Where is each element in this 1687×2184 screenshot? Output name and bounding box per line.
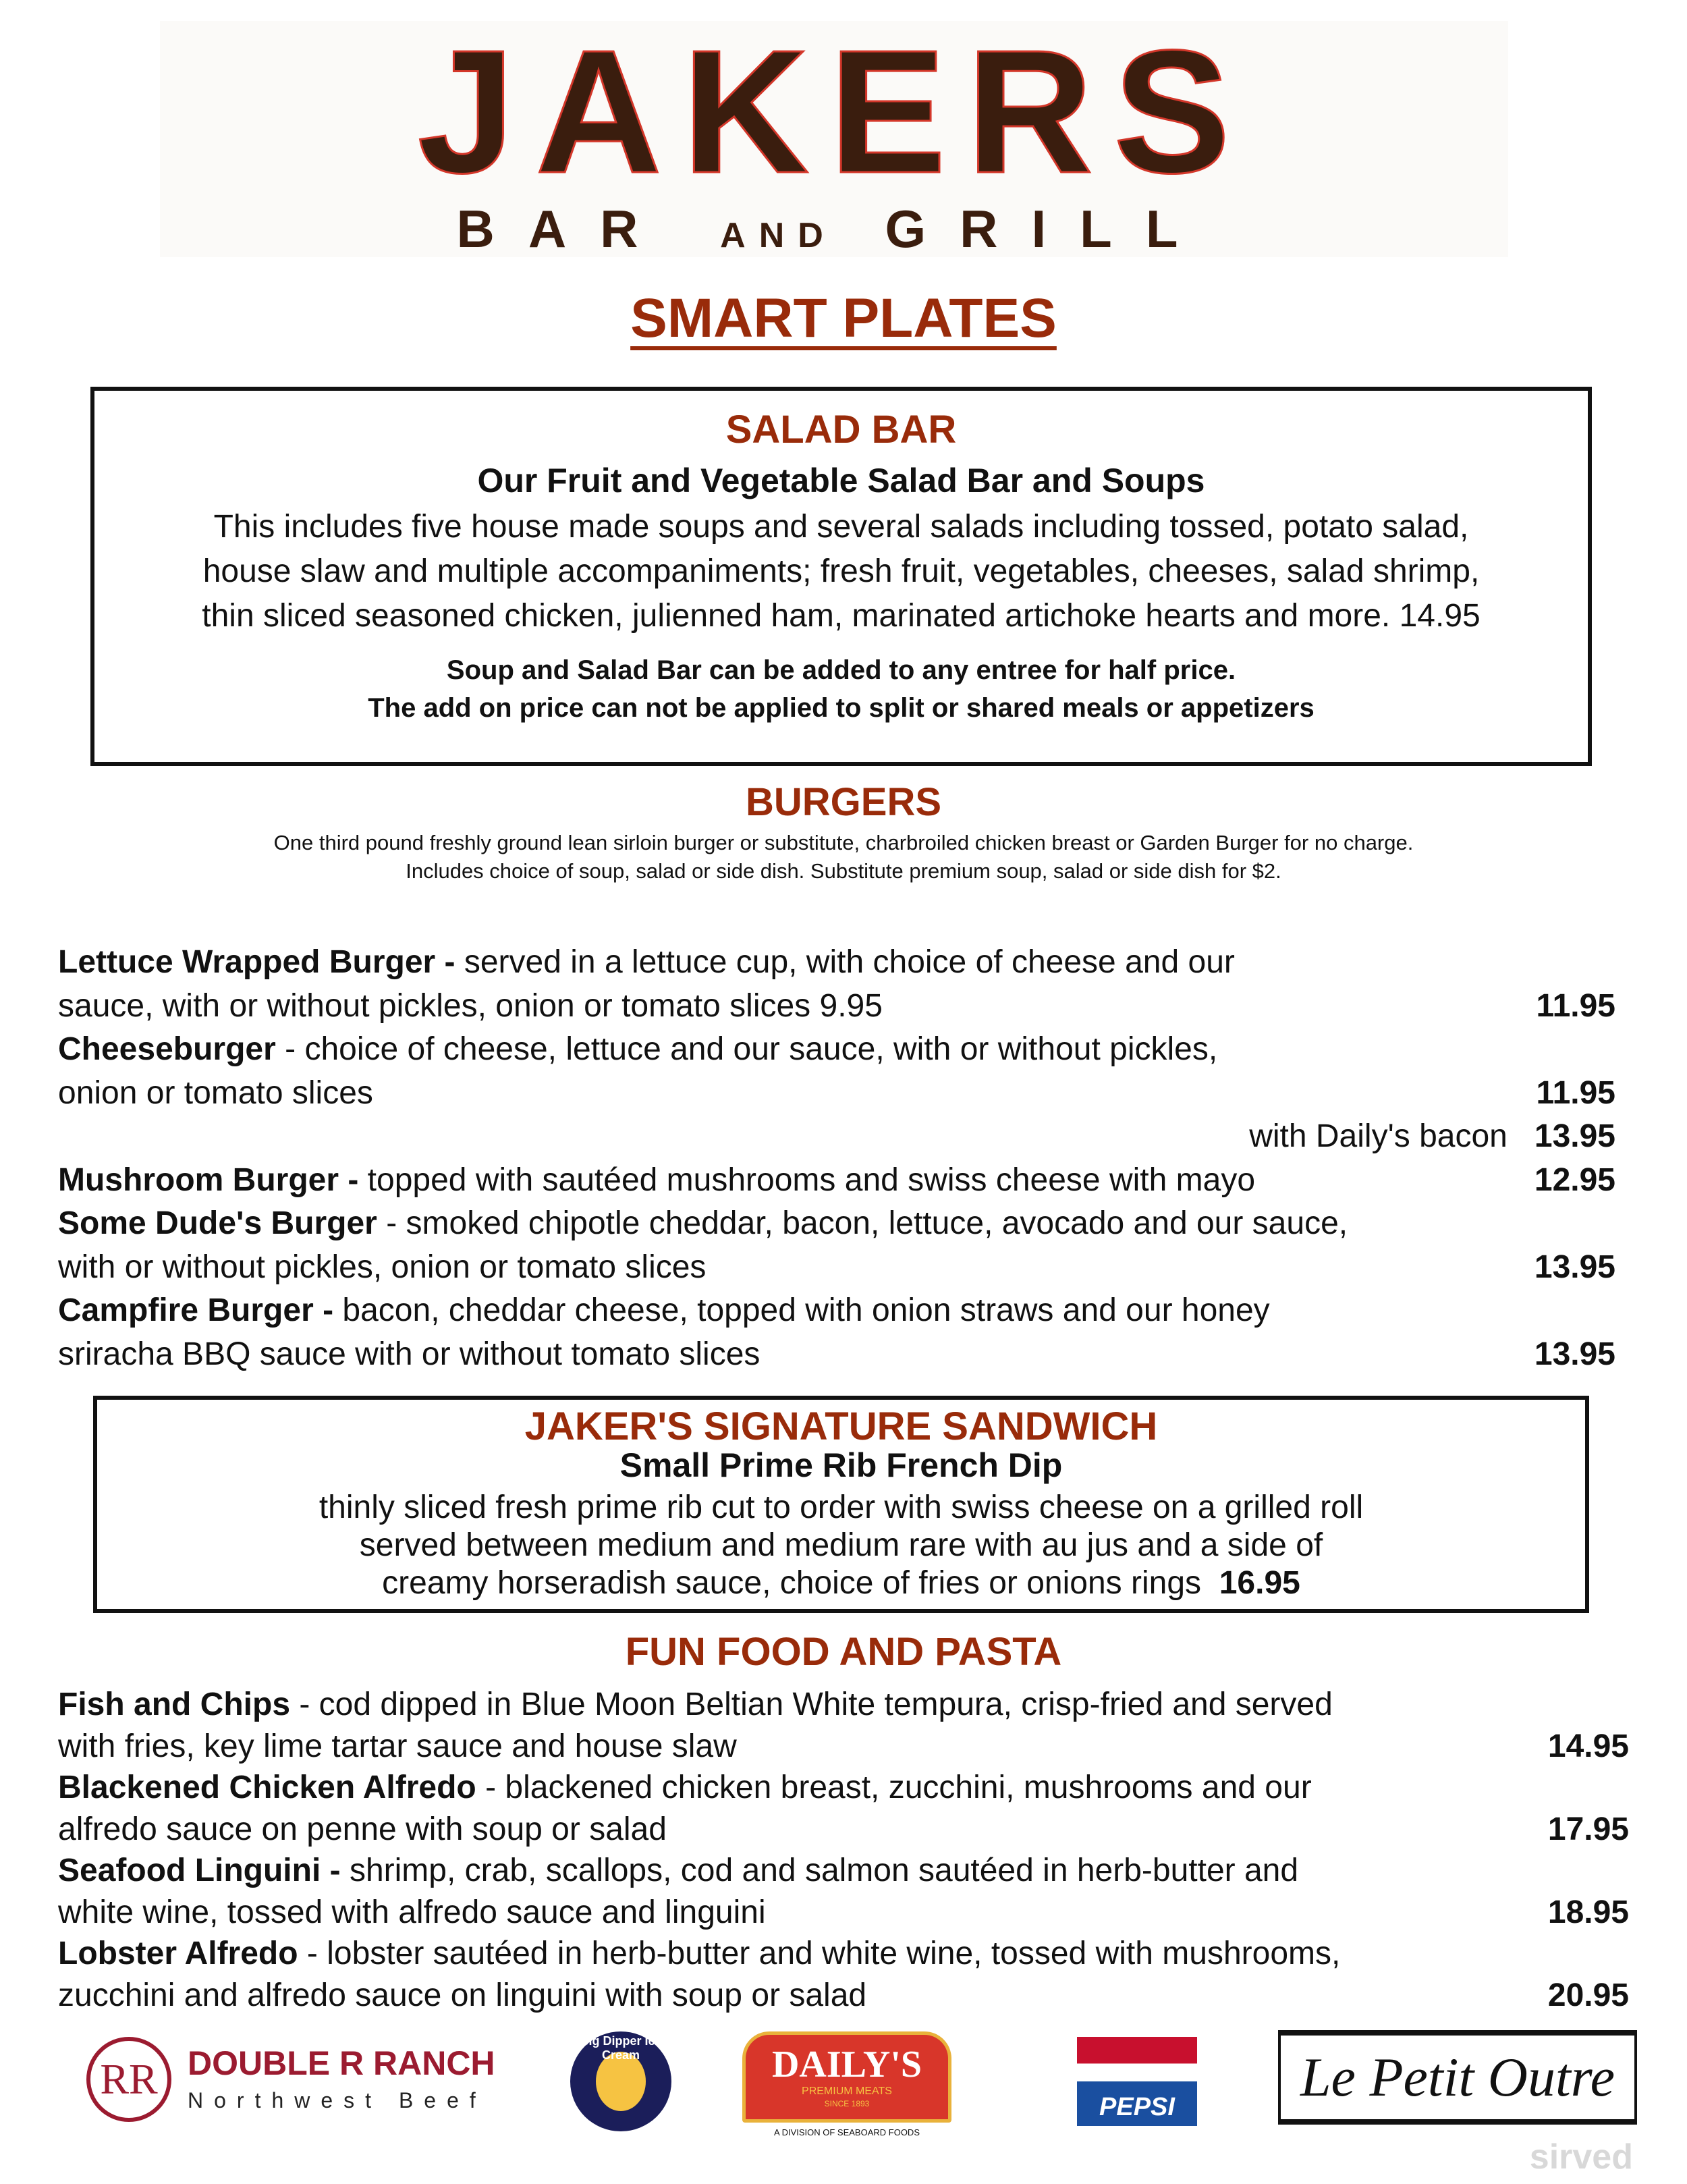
menu-item-name: Campfire Burger - [58, 1292, 334, 1328]
menu-item-price: 12.95 [1534, 1162, 1615, 1198]
signature-desc: served between medium and medium rare with au jus and a side of [359, 1527, 1323, 1563]
menu-item-desc: with fries, key lime tartar sauce and house slaw [58, 1728, 737, 1764]
salad-bar-desc: thin sliced seasoned chicken, julienned ham, marinated artichoke hearts and more. 14.95 [202, 598, 1481, 634]
menu-item [58, 1683, 1333, 1726]
dailys-tag: PREMIUM MEATS [802, 2085, 892, 2097]
menu-item-desc: - smoked chipotle cheddar, bacon, lettuce, avocado and our sauce, [377, 1205, 1348, 1241]
pepsi-logo [1077, 2037, 1197, 2126]
menu-item-name: Mushroom Burger - [58, 1162, 359, 1198]
jakers-logo [160, 14, 1508, 258]
menu-item-desc: - blackened chicken breast, zucchini, mushrooms and our [476, 1770, 1312, 1805]
menu-item [58, 1932, 1340, 1975]
sirved-watermark: sirved [1529, 2137, 1633, 2177]
menu-item-desc: zucchini and alfredo sauce on linguini with soup or salad [58, 1977, 867, 2013]
double-r-mark: RR [86, 2037, 171, 2122]
burgers-note: One third pound freshly ground lean sirloin burger or substitute, charbroiled chicken breast or Garden Burger for no charge. [273, 831, 1414, 854]
signature-box [93, 1396, 1589, 1613]
salad-bar-box [90, 387, 1592, 766]
menu-item-desc: white wine, tossed with alfredo sauce and linguini [58, 1894, 766, 1930]
menu-item-desc: alfredo sauce on penne with soup or salad [58, 1811, 667, 1847]
menu-item-name: Some Dude's Burger [58, 1205, 377, 1241]
addon-price: 13.95 [1534, 1118, 1615, 1154]
menu-item [58, 941, 1235, 984]
burgers-heading: BURGERS [745, 780, 942, 824]
dailys-since: SINCE 1893 [824, 2099, 870, 2108]
menu-item-desc: - cod dipped in Blue Moon Beltian White tempura, crisp-fried and served [290, 1687, 1333, 1722]
double-r-ranch-logo [86, 2037, 505, 2125]
page-title: SMART PLATES [630, 288, 1057, 349]
menu-item-desc: bacon, cheddar cheese, topped with onion straws and our honey [333, 1292, 1270, 1328]
menu-item [58, 1028, 1217, 1071]
menu-item-price: 17.95 [1547, 1811, 1629, 1847]
dailys-name: DAILY'S [771, 2044, 922, 2085]
le-petit-name: Le Petit Outre [1300, 2046, 1615, 2108]
menu-item-name: Seafood Linguini - [58, 1853, 341, 1888]
dailys-division: A DIVISION OF SEABOARD FOODS [774, 2127, 920, 2137]
menu-item-desc: sauce, with or without pickles, onion or tomato slices 9.95 [58, 987, 883, 1024]
burgers-note: Includes choice of soup, salad or side dish. Substitute premium soup, salad or side dish for $2. [406, 859, 1281, 883]
menu-item-price: 13.95 [1534, 1336, 1615, 1372]
menu-item-desc: - lobster sautéed in herb-butter and white wine, tossed with mushrooms, [298, 1936, 1341, 1971]
big-dipper-logo [570, 2031, 671, 2131]
salad-bar-desc: This includes five house made soups and several salads including tossed, potato salad, [213, 509, 1469, 545]
menu-item-name: Cheeseburger [58, 1031, 276, 1067]
salad-bar-heading: SALAD BAR [725, 408, 957, 452]
menu-item [58, 1202, 1348, 1245]
menu-item-price: 18.95 [1547, 1894, 1629, 1930]
menu-item-desc: - choice of cheese, lettuce and our sauce, with or without pickles, [275, 1031, 1218, 1067]
le-petit-outre-logo [1278, 2030, 1637, 2125]
signature-subheading: Small Prime Rib French Dip [619, 1446, 1063, 1484]
salad-bar-subheading: Our Fruit and Vegetable Salad Bar and Soups [477, 462, 1205, 499]
logo-main-text: JAKERS [417, 14, 1251, 210]
menu-item-price: 13.95 [1534, 1249, 1615, 1285]
salad-bar-note: The add on price can not be applied to split or shared meals or appetizers [368, 693, 1315, 723]
signature-heading: JAKER'S SIGNATURE SANDWICH [524, 1404, 1158, 1448]
menu-item-name: Fish and Chips [58, 1687, 291, 1722]
menu-item-price: 14.95 [1547, 1728, 1629, 1764]
menu-item-addon [1249, 1115, 1615, 1158]
menu-item-desc: sriracha BBQ sauce with or without tomato slices [58, 1336, 760, 1372]
menu-item [58, 1849, 1298, 1892]
menu-item [58, 1289, 1270, 1332]
menu-item-desc: onion or tomato slices [58, 1074, 373, 1111]
menu-item-name: Lettuce Wrapped Burger - [58, 944, 455, 980]
dailys-logo [742, 2031, 951, 2146]
pepsi-name: PEPSI [1099, 2093, 1175, 2121]
menu-item-desc: served in a lettuce cup, with choice of cheese and our [455, 944, 1235, 980]
signature-desc: thinly sliced fresh prime rib cut to order with swiss cheese on a grilled roll [319, 1490, 1364, 1525]
menu-item-price: 20.95 [1547, 1977, 1629, 2013]
addon-label: with Daily's bacon [1249, 1118, 1508, 1154]
double-r-tag: Northwest Beef [188, 2088, 487, 2112]
signature-price: 16.95 [1219, 1565, 1300, 1601]
fun-food-heading: FUN FOOD AND PASTA [625, 1630, 1062, 1674]
menu-item-name: Lobster Alfredo [58, 1936, 298, 1971]
menu-item-desc: with or without pickles, onion or tomato slices [58, 1249, 707, 1285]
menu-item [58, 1159, 1255, 1202]
menu-item [58, 1766, 1312, 1809]
menu-item-price: 11.95 [1536, 1074, 1615, 1111]
salad-bar-note: Soup and Salad Bar can be added to any entree for half price. [446, 655, 1236, 685]
menu-item-desc: shrimp, crab, scallops, cod and salmon sautéed in herb-butter and [340, 1853, 1299, 1888]
logo-subtitle: BAR AND GRILL [456, 199, 1212, 258]
salad-bar-desc: house slaw and multiple accompaniments; fresh fruit, vegetables, cheeses, salad shrimp, [202, 553, 1480, 589]
menu-item-desc: topped with sautéed mushrooms and swiss cheese with mayo [358, 1162, 1256, 1198]
double-r-name: DOUBLE R RANCH [188, 2044, 495, 2082]
menu-item-price: 11.95 [1536, 987, 1615, 1024]
signature-desc: creamy horseradish sauce, choice of fries or onions rings 16.95 [382, 1565, 1300, 1601]
big-dipper-text: Big Dipper Ice Cream [580, 2034, 662, 2062]
menu-item-name: Blackened Chicken Alfredo [58, 1770, 476, 1805]
